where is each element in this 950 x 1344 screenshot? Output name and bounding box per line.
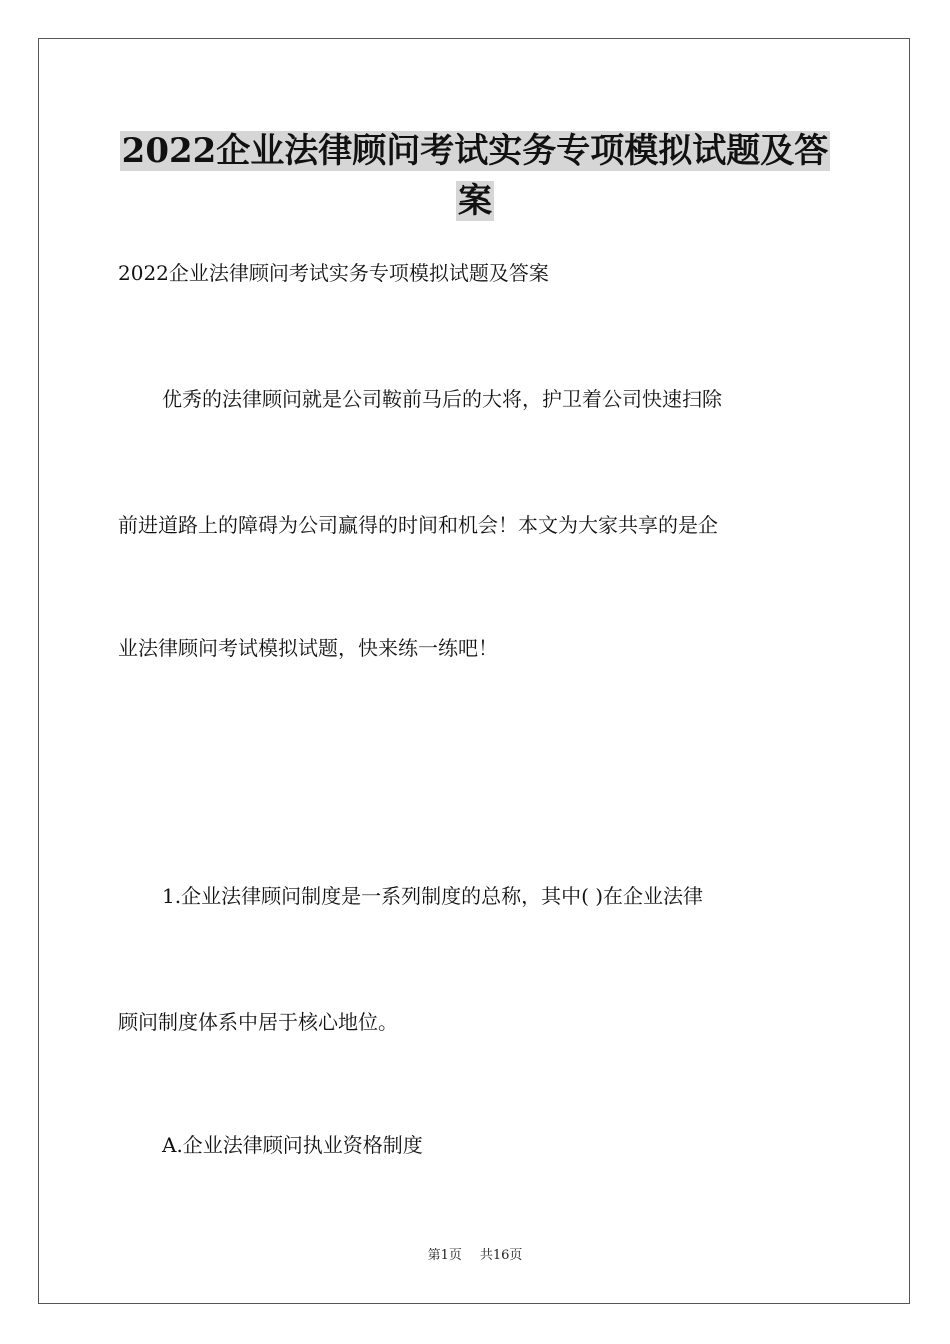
page-border [38, 38, 910, 1304]
page-footer [0, 1246, 950, 1266]
intro-line-1: 优秀的法律顾问就是公司鞍前马后的大将，护卫着公司快速扫除 [162, 387, 722, 411]
page-total: 共16页 [479, 1248, 523, 1263]
intro-line-2: 前进道路上的障碍为公司赢得的时间和机会！本文为大家共享的是企 [118, 513, 718, 537]
document-title-line-1: 2022企业法律顾问考试实务专项模拟试题及答 [121, 131, 829, 171]
question-1-line-2: 顾问制度体系中居于核心地位。 [118, 1010, 398, 1034]
intro-line-3: 业法律顾问考试模拟试题，快来练一练吧！ [118, 636, 498, 660]
subtitle: 2022企业法律顾问考试实务专项模拟试题及答案 [118, 261, 549, 285]
document-title-line-2: 案 [458, 181, 492, 221]
question-1-line-1: 1.企业法律顾问制度是一系列制度的总称，其中( )在企业法律 [162, 884, 704, 908]
option-a: A.企业法律顾问执业资格制度 [162, 1133, 423, 1157]
page-number: 第1页 [427, 1248, 462, 1263]
